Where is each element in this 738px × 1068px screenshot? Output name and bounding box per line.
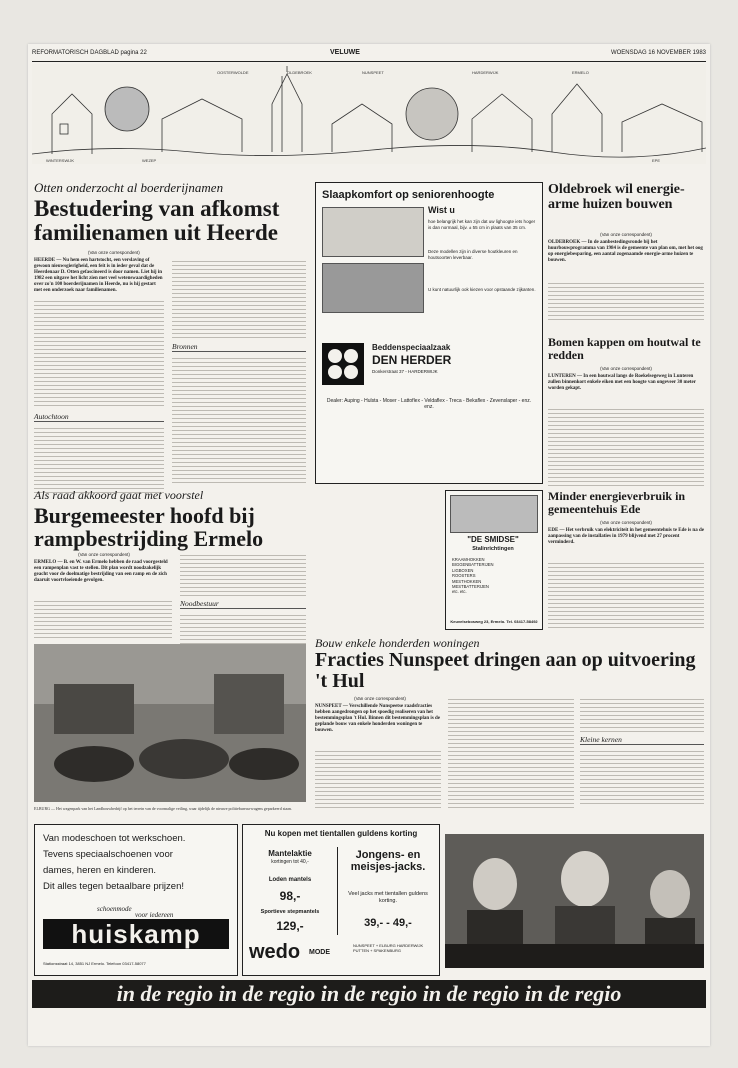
sketch-label: ERMELO [572,70,589,75]
sketch-label: HARDERWIJK [472,70,499,75]
ad-de-smidse [445,490,543,630]
sketch-label: OLDEBROEK [287,70,312,75]
masthead-left: REFORMATORISCH DAGBLAD pagina 22 [32,50,147,56]
wedo-item2-price: 98,- [279,889,301,903]
oldebroek-lede: OLDEBROEK — In de aanbestedingsronde bij het huurbouwprogramma van 1984 is de gemeente van plan om, met het oog op energiebesparing, een aantal zogenaamde energie-arme huizen te bouwen. [548,240,703,263]
ad-slaap-title: Slaapkomfort op seniorenhoogte [322,189,495,201]
wedo-item3-title: Sportieve stepmantels [260,909,320,915]
bomen-headline: Bomen kappen om houtwal te redden [548,335,701,362]
article3-body-text-4 [580,748,704,806]
huiskamp-logo: huiskamp [43,919,229,949]
ad-slaap-wist: Wist u [428,205,455,215]
article1-headline: Bestudering van afkomst familienamen uit Heerde [34,196,280,245]
wedo-logo: wedo [249,941,301,963]
smidse-item: MESTBATTERIJEN [452,584,489,590]
ede-byline: (Van onze correspondent) [600,520,652,525]
article1-body-text-4 [172,355,306,483]
smidse-item: LIGBOXEN [452,567,474,573]
sketch-label: EPE [652,158,661,163]
council-photo [445,834,704,968]
photo-image [445,834,704,968]
bomen-lede: LUNTEREN — In een houtwal langs de Roekelsegeweg in Lunteren zullen binnenkort enkele eiken met een hoogte van ongeveer 30 meter worden gekapt. [548,374,696,391]
article1-kicker: Otten onderzocht al boerderijnamen [34,180,224,195]
huiskamp-line3: dames, heren en kinderen. [43,865,157,876]
smidse-address: Keuvelsebosweg 23, Ermelo. Tel. 03417-58492 [450,619,538,624]
wedo-right-title: Jongens- en meisjes-jacks. [350,849,426,873]
ad-slaap-text2: Deze modellen zijn in diverse houtkleuren en houtsoorten leverbaar. [428,249,518,260]
photo1-caption: ELBURG — Het wagenpark van het Landbouwbedrijf op het terrein van de voormalige veiling, waar tijdelijk de nieuwe politiebureau-wagens geparkeerd staan. [34,806,292,811]
article2-lede: ERMELO — B. en W. van Ermelo hebben de raad voorgesteld een rampenplan vast te stellen. Dit plan wordt noodzakelijk geacht voor de doelmatige bestrijding van een ramp en de zich daaruit voortvloeiende gevolgen. [34,560,168,583]
huiskamp-tagline1: schoenmode [97,905,132,913]
wedo-item2-title: Loden mantels [268,877,312,883]
sketch-label: WINTERSWIJK [46,158,74,163]
article2-headline: Burgemeester hoofd bij rampbestrijding Ermelo [34,503,264,551]
ede-body-text [548,560,704,630]
bed-photo-1 [322,207,424,257]
ad-slaap-text3: U kunt natuurlijk ook kiezen voor opstaande zijkanten. [428,287,536,292]
ad-slaap-shop-name: DEN HERDER [372,353,452,367]
wedo-logo-sub: MODE [309,949,330,956]
huiskamp-line1: Van modeschoen tot werkschoen. [43,833,186,844]
wedo-item1-title: Mantelaktie [268,849,312,858]
huiskamp-line2: Tevens speciaalschoenen voor [43,849,173,860]
smidse-item: etc. etc. [452,589,467,595]
huiskamp-address: Stationsstraat 14, 3851 NJ Ermelo. Telefoon 03417-58077 [43,961,146,966]
article1-body-text [34,298,164,408]
section-title: VELUWE [330,49,360,56]
bomen-body-text [548,406,704,486]
masthead-date: WOENSDAG 16 NOVEMBER 1983 [610,50,706,56]
article3-column-3 [580,696,704,810]
smidse-item: MESTHOKKEN [452,578,482,584]
ad-slaap-address: Donkerstraat 37 - HARDERWIJK [372,369,438,374]
article1-column-right [172,258,306,483]
sketch-label: NUNSPEET [362,70,384,75]
article3-body-text-3 [580,696,704,732]
article3-lede: NUNSPEET — Verschillende Nunspeetse raadsfracties hebben aangedrongen op het spoedig realiseren van het bestemmingsplan 't Hul. Binnen dit bestemmingsplan is de geplande bouw van enkele honderden woningen te bouwen. [315,704,441,733]
logo-icon [322,343,364,385]
huiskamp-line4: Dit alles tegen betaalbare prijzen! [43,881,185,892]
ad-slaapkomfort [315,182,543,484]
bed-photo-2 [322,263,424,313]
photo-image [34,644,306,802]
article2-body-text [34,598,172,638]
oldebroek-body-text [548,280,704,320]
ad-slaap-shop-label: Beddenspeciaalzaak [372,343,451,352]
article1-lede: HEERDE — Nu hem een hartstocht, een verslaving of gewoon nieuwsgierigheid, een feit is in ieder geval dat de Heerdenaar D. Otten gefascineerd is door namen. Liet hij in 1982 een uitgave het licht zien met veel wetenswaardigheden over zo'n 100 boerderijnamen in Heerde, nu is hij gestart met een onderzoek naar familienamen. [34,258,163,293]
article1-body-text-3 [172,258,306,338]
oldebroek-headline: Oldebroek wil energie-arme huizen bouwen [548,182,685,212]
den-herder-logo [322,343,364,385]
ad-slaap-text1: hoe belangrijk het kan zijn dat uw lighoogte iets hoger is dan normaal, bijv. ± 55 cm in plaats van 35 cm. [428,219,536,230]
parking-photo [34,644,306,802]
wedo-item1-sub: kortingen tot 40,- [271,859,309,865]
smidse-name: "DE SMIDSE" [467,535,519,544]
smidse-item: KRAAMHOKKEN [452,557,485,562]
masthead [32,50,706,60]
wedo-right-price: 39,- - 49,- [364,917,412,929]
smidse-sub: Stalinrichtingen [472,546,514,552]
wedo-places: NUNSPEET + ELBURG HARDERWIJK PUTTEN + SPAKENBURG [353,943,424,953]
bomen-byline: (Van onze correspondent) [600,366,652,371]
masthead-rule [32,61,706,62]
footer-banner: in de regio in de regio in de regio in de regio in de regio [32,980,706,1008]
article3-subhead: Kleine kernen [580,735,704,745]
huiskamp-tagline2: voor iedereen [135,911,174,919]
sketch-label: OOSTERWOLDE [217,70,249,75]
wedo-divider [337,847,338,935]
smidse-item: ROOSTERS [452,573,476,579]
article1-subhead: Autochtoon [34,412,164,422]
ad-huiskamp [34,824,238,976]
article1-body-text-2 [34,425,164,493]
stall-photo [450,495,538,533]
article3-headline: Fracties Nunspeet dringen aan op uitvoering 't Hul [315,649,696,692]
ad-slaap-brands: Dealer: Auping - Hulsta - Moser - Lattoflex - Veldaflex - Treca - Bekaflex - Zevenslaper - enz. enz. [326,398,532,410]
article2-body-text-2 [180,552,306,596]
wedo-top: Nu kopen met tientallen guldens korting [264,829,418,838]
article3-body-text-2 [448,696,574,810]
article3-kicker: Bouw enkele honderden woningen [315,636,480,650]
article2-byline: (Van onze correspondent) [78,552,130,557]
article1-subhead-2: Bronnen [172,342,306,352]
ede-headline: Minder energieverbruik in gemeentehuis Ede [548,489,686,516]
ede-lede: EDE — Het verbruik van elektriciteit in het gemeentehuis te Ede is na de aanpassing van de installaties in 1979 blijvend met 27 procent verminderd. [548,528,704,545]
article3-body-text [315,748,441,810]
sketch-label: WEZEP [142,158,157,163]
article1-byline: (Van onze correspondent) [88,250,140,255]
oldebroek-byline: (Van onze correspondent) [600,232,652,237]
article2-kicker: Als raad akkoord gaat met voorstel [34,488,204,502]
ad-wedo [242,824,440,976]
wedo-right-sub: Veel jacks met tientallen guldens korting. [348,891,428,904]
village-sketch-illustration [32,64,706,164]
smidse-item: BIGGENBATTERIJEN [452,562,494,568]
wedo-item3-price: 129,- [276,919,304,933]
newspaper-page [28,44,710,1046]
article3-byline: (Van onze correspondent) [354,696,406,701]
smidse-items [452,557,494,595]
article2-subhead: Noodbestuur [180,599,306,609]
